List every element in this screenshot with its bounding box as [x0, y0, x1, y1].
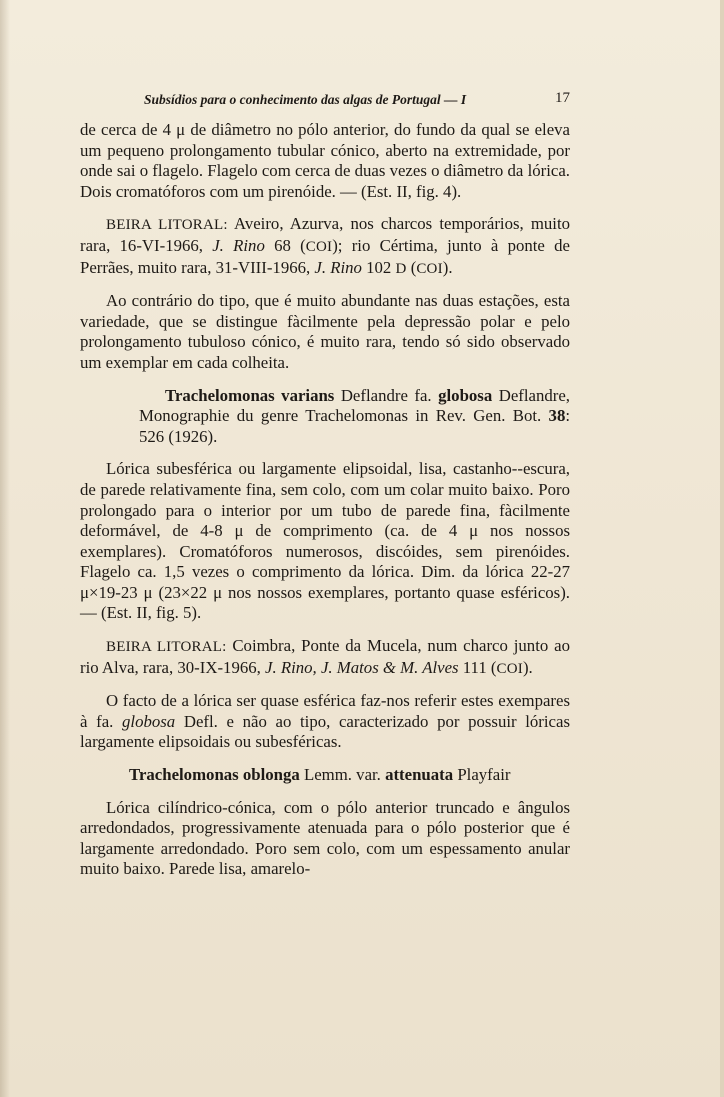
running-head: Subsídios para o conhecimento das algas de Portugal — I [144, 92, 467, 107]
taxon-heading-2: Trachelomonas oblonga Lemm. var. attenuata Playfair [129, 765, 511, 785]
paragraph-discussion-2: O facto de a lórica ser quase esférica faz-nos referir estes exempares à fa. globosa Defl. e não ao tipo, caracterizado por possuir lóricas largamente elipsoidais ou subesféricas. [80, 691, 570, 752]
reference-volume: 38 [548, 406, 566, 426]
collector: J. Rino, J. Matos & M. Alves [265, 657, 459, 677]
paragraph-description-3: Lórica cilíndrico-cónica, com o pólo anterior truncado e ângulos arredondados, progressivamente atenuada para o pólo posterior que é largamente arredondado. Poro sem colo, com um espessamento anular muito baixo. Parede lisa, amarelo- [80, 797, 570, 879]
collector: J. Rino [314, 257, 362, 277]
herbarium-code: COI [496, 660, 523, 677]
forma-name: globosa [122, 711, 176, 731]
taxon-reference: Deflandre, Monographie du genre Trachelomonas in Rev. Gen. Bot. [139, 385, 570, 426]
paragraph-description-continued: de cerca de 4 μ de diâmetro no pólo anterior, do fundo da qual se eleva um pequeno prolongamento tubular cónico, aberto na extremidade, por onde sai o flagelo. Flagelo com cerca de duas vezes o diâmetro da lórica. Dois cromatóforos com um pirenóide. — (Est. II, fig. 4). [80, 120, 570, 201]
paragraph-description-2: Lórica subesférica ou largamente elipsoidal, lisa, castanho--escura, de parede relativamente fina, sem colo, com um colar muito baixo. Poro prolongado para o interior por um tubo de parede fina, fàcilmente deformável, de 4-8 μ de comprimento (ca. de 4 μ nos nossos exemplares). Cromatóforos numerosos, discóides, sem pirenóides. Flagelo ca. 1,5 vezes o comprimento da lórica. Dim. da lórica 22-27 μ×19-23 μ (23×22 μ nos nossos exemplares, portanto quase esféricos). — (Est. II, fig. 5). [80, 459, 570, 623]
page-right-edge [720, 0, 724, 1097]
region-label: BEIRA LITORAL: [106, 639, 227, 656]
herbarium-code: COI [416, 260, 443, 277]
page-gutter-shadow [0, 0, 10, 1097]
page-header [104, 92, 570, 112]
locality-record-2: BEIRA LITORAL: Coimbra, Ponte da Mucela, num charco junto ao rio Alva, rara, 30-IX-1966, J. Rino, J. Matos & M. Alves 111 (COI). [80, 636, 570, 677]
region-label: BEIRA LITORAL: [106, 217, 228, 234]
paragraph-discussion-1: Ao contrário do tipo, que é muito abundante nas duas estações, esta variedade, que se distingue fàcilmente pela depressão polar e pelo prolongamento tubuloso cónico, é muito rara, tendo só sido observado um exemplar em cada colheita. [80, 291, 570, 372]
variety-name: attenuata [385, 765, 454, 785]
collector: J. Rino [212, 235, 265, 255]
taxon-name: Trachelomonas varians [165, 385, 335, 405]
locality-record-1: BEIRA LITORAL: Aveiro, Azurva, nos charcos temporários, muito rara, 16-VI-1966, J. Rino 68 (COI); rio Cértima, junto à ponte de Perrães, muito rara, 31-VIII-1966, J. Rino 102 D (COI). [80, 214, 570, 277]
taxon-heading-1: Trachelomonas varians Deflandre fa. globosa Deflandre, Monographie du genre Trachelomonas in Rev. Gen. Bot. 38: 526 (1926). [139, 385, 570, 446]
herbarium-code: COI [305, 238, 333, 255]
taxon-name: Trachelomonas oblonga [129, 765, 300, 785]
forma-name: globosa [438, 385, 493, 405]
page-body [80, 120, 570, 892]
page-number: 17 [555, 90, 570, 106]
